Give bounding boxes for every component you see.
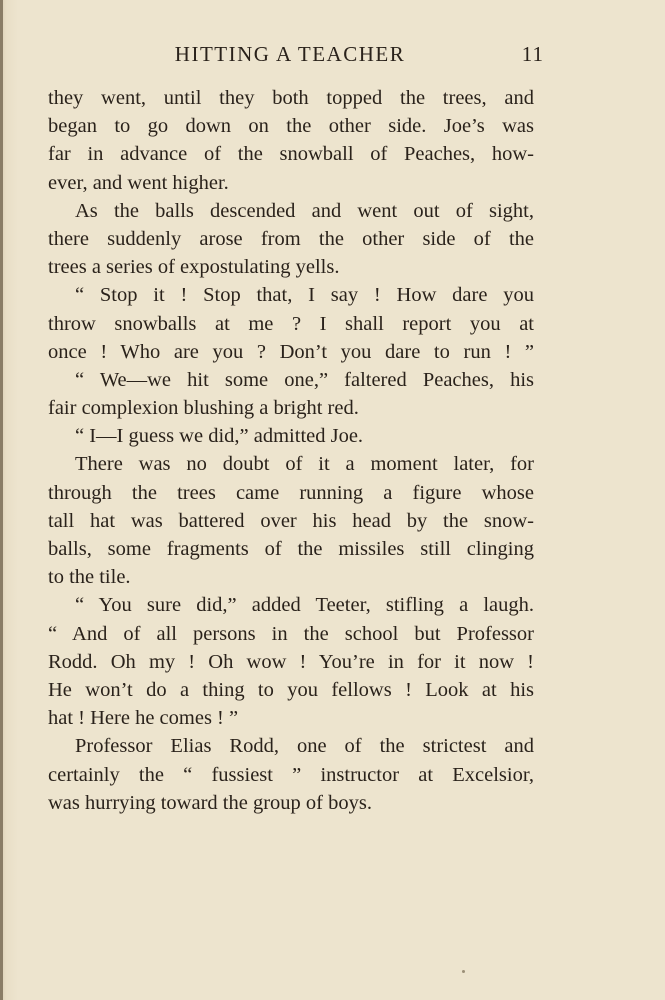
- text-line: far in advance of the snowball of Peaches, how-: [48, 143, 534, 166]
- text-line: balls, some fragments of the missiles still clinging: [48, 538, 534, 560]
- running-head: [48, 40, 544, 70]
- text-line: trees a series of expostulating yells.: [48, 256, 340, 279]
- text-line: Rodd. Oh my ! Oh wow ! You’re in for it now !: [48, 650, 534, 673]
- text-line: tall hat was battered over his head by the snow-: [48, 509, 534, 532]
- text-line: “ Stop it ! Stop that, I say ! How dare you: [75, 284, 534, 307]
- text-line: certainly the “ fussiest ” instructor at Excelsior,: [48, 763, 534, 786]
- text-line: through the trees came running a figure whose: [48, 481, 534, 504]
- text-line: ever, and went higher.: [48, 171, 229, 194]
- text-line: He won’t do a thing to you fellows ! Look at his: [48, 678, 534, 701]
- page-number: 11: [521, 42, 544, 66]
- text-line: they went, until they both topped the trees, and: [48, 87, 534, 109]
- text-line: began to go down on the other side. Joe’s was: [48, 115, 534, 138]
- text-line: As the balls descended and went out of sight,: [75, 199, 534, 222]
- text-line: once ! Who are you ? Don’t you dare to run ! ”: [48, 340, 534, 363]
- binding-edge: [0, 0, 3, 1000]
- text-line: There was no doubt of it a moment later, for: [75, 453, 534, 476]
- text-line: “ We—we hit some one,” faltered Peaches, his: [75, 368, 534, 391]
- paper-speck: [462, 970, 465, 973]
- text-line: “ You sure did,” added Teeter, stifling a laugh.: [75, 594, 534, 617]
- body-text: [48, 84, 534, 817]
- text-line: was hurrying toward the group of boys.: [48, 791, 372, 814]
- running-title: HITTING A TEACHER: [174, 42, 406, 66]
- text-line: hat ! Here he comes ! ”: [48, 707, 239, 730]
- text-line: Professor Elias Rodd, one of the strictest and: [75, 735, 534, 758]
- text-line: throw snowballs at me ? I shall report you at: [48, 312, 534, 335]
- text-line: fair complexion blushing a bright red.: [48, 397, 359, 420]
- text-line: to the tile.: [48, 566, 131, 589]
- text-line: there suddenly arose from the other side of the: [48, 227, 534, 250]
- text-line: “ And of all persons in the school but Professor: [48, 622, 534, 645]
- text-line: “ I—I guess we did,” admitted Joe.: [75, 425, 364, 448]
